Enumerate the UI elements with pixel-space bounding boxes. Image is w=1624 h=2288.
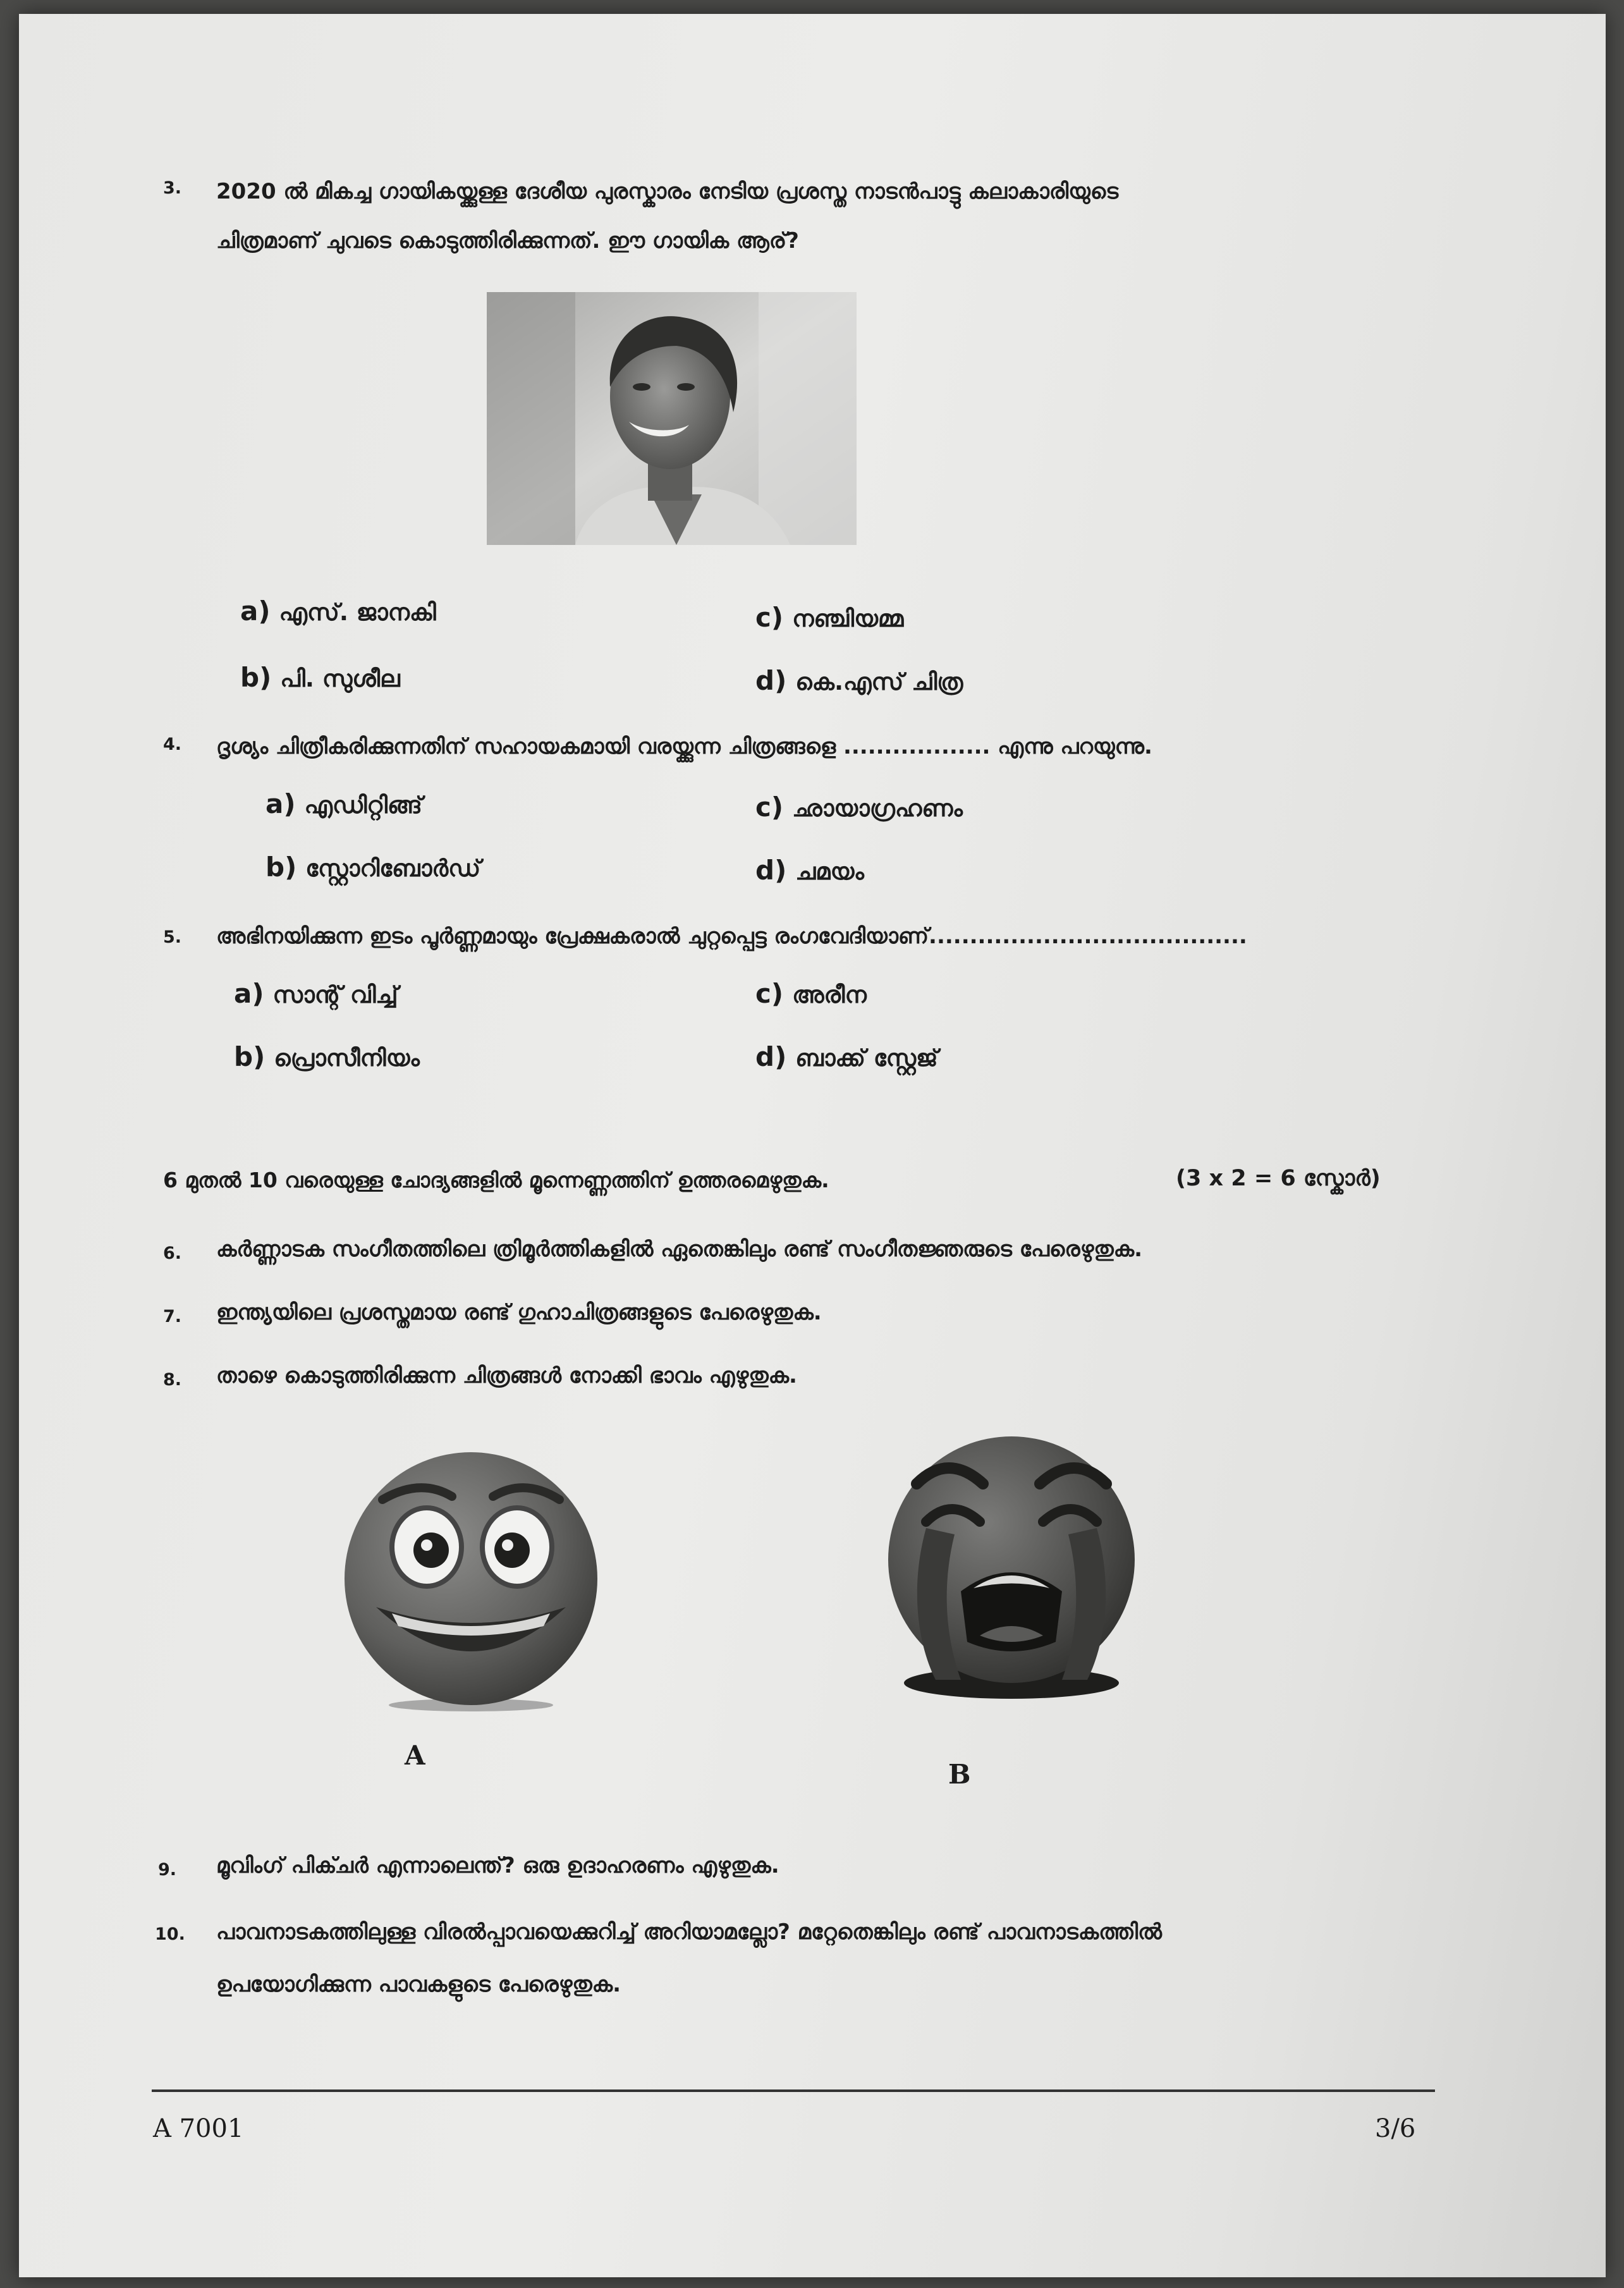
q3-text-line1: 2020 ൽ മികച്ച ഗായികയ്ക്കുള്ള ദേശീയ പുരസ്കാരം നേടിയ പ്രശസ്ത നാടൻപാട്ടു കലാകാരിയുടെ: [216, 179, 1119, 204]
section-instruction: 6 മുതൽ 10 വരെയുള്ള ചോദ്യങ്ങളിൽ മൂന്നെണ്ണത്തിന് ഉത്തരമെഴുതുക.: [163, 1168, 829, 1192]
q6-text: കർണ്ണാടക സംഗീതത്തിലെ ത്രിമൂർത്തികളിൽ ഏതെങ്കിലും രണ്ട് സംഗീതജ്ഞരുടെ പേരെഴുതുക.: [216, 1237, 1143, 1262]
q5-option-a[interactable]: a) സാന്റ് വിച്ച്: [234, 978, 398, 1009]
q3-number: 3.: [163, 178, 182, 198]
q10-number: 10.: [155, 1924, 185, 1944]
q3-option-d[interactable]: d) കെ.എസ് ചിത്ര: [755, 665, 963, 696]
emoji-b-label: B: [948, 1759, 971, 1790]
q5-option-b[interactable]: b) പ്രൊസീനിയം: [234, 1041, 420, 1072]
section-score: (3 x 2 = 6 സ്കോർ): [1176, 1166, 1381, 1191]
q5-option-c[interactable]: c) അരീന: [755, 978, 867, 1009]
happy-face-icon: [316, 1436, 613, 1715]
q7-number: 7.: [163, 1307, 182, 1326]
q10-text-line2: ഉപയോഗിക്കുന്ന പാവകളുടെ പേരെഴുതുക.: [216, 1972, 621, 1997]
singer-photo-image: [487, 292, 857, 545]
q4-option-b[interactable]: b) സ്റ്റോറിബോർഡ്: [266, 852, 481, 883]
emoji-a-label: A: [405, 1740, 425, 1771]
q4-option-a[interactable]: a) എഡിറ്റിങ്ങ്: [266, 788, 422, 819]
footer-divider: [152, 2089, 1435, 2092]
footer-paper-code: A 7001: [153, 2114, 244, 2143]
singer-photo: [487, 292, 857, 545]
q4-option-c[interactable]: c) ഛായാഗ്രഹണം: [755, 792, 963, 823]
emoji-b-crying: [866, 1427, 1157, 1718]
q3-option-c[interactable]: c) നഞ്ചിയമ്മ: [755, 602, 904, 633]
q5-number: 5.: [163, 927, 182, 947]
q8-text: താഴെ കൊടുത്തിരിക്കുന്ന ചിത്രങ്ങൾ നോക്കി ഭാവം എഴുതുക.: [216, 1363, 797, 1388]
q7-text: ഇന്ത്യയിലെ പ്രശസ്തമായ രണ്ട് ഗുഹാചിത്രങ്ങളുടെ പേരെഴുതുക.: [216, 1300, 822, 1325]
exam-page: [19, 14, 1606, 2277]
crying-face-icon: [866, 1427, 1157, 1718]
emoji-a-happy: [316, 1436, 613, 1715]
q9-text: മൂവിംഗ് പിക്ചർ എന്നാലെന്ത്? ഒരു ഉദാഹരണം എഴുതുക.: [216, 1853, 779, 1878]
q3-text-line2: ചിത്രമാണ് ചുവടെ കൊടുത്തിരിക്കുന്നത്. ഈ ഗായിക ആര്?: [216, 228, 799, 254]
q3-option-a[interactable]: a) എസ്. ജാനകി: [240, 596, 436, 627]
q8-number: 8.: [163, 1370, 182, 1390]
q4-option-d[interactable]: d) ചമയം: [755, 855, 864, 886]
q4-number: 4.: [163, 735, 182, 754]
q10-text-line1: പാവനാടകത്തിലുള്ള വിരൽപ്പാവയെക്കുറിച്ച് അറിയാമല്ലോ? മറ്റേതെങ്കിലും രണ്ട് പാവനാടകത്തിൽ: [216, 1919, 1162, 1945]
q6-number: 6.: [163, 1244, 182, 1263]
q3-option-b[interactable]: b) പി. സുശീല: [240, 662, 400, 693]
q4-text: ദൃശ്യം ചിത്രീകരിക്കുന്നതിന് സഹായകമായി വരയ്ക്കുന്ന ചിത്രങ്ങളെ .................. എന്നു പറയുന്നു.: [216, 734, 1152, 759]
footer-page-number: 3/6: [1375, 2114, 1416, 2143]
q9-number: 9.: [158, 1860, 177, 1880]
q5-text: അഭിനയിക്കുന്ന ഇടം പൂർണ്ണമായും പ്രേക്ഷകരാൽ ചുറ്റപ്പെട്ട രംഗവേദിയാണ്.......................................: [216, 924, 1247, 949]
q5-option-d[interactable]: d) ബാക്ക് സ്റ്റേജ്: [755, 1041, 938, 1072]
